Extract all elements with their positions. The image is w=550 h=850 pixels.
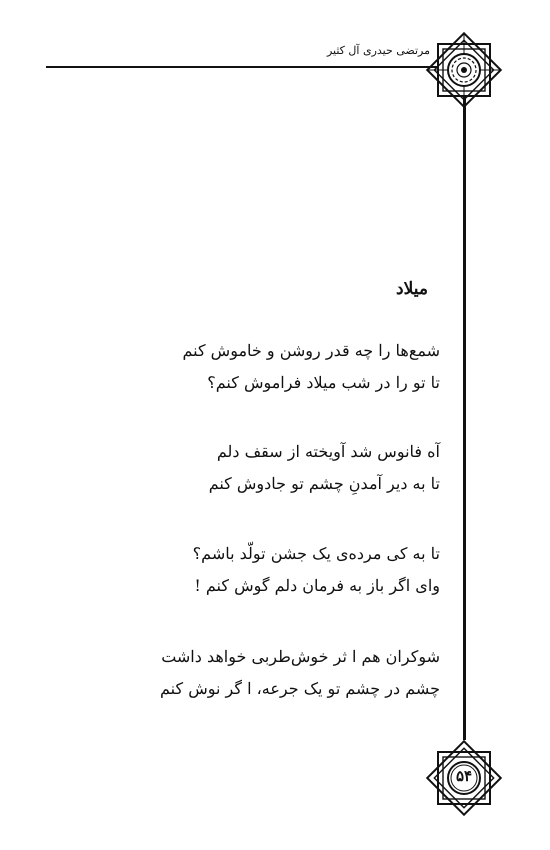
verse-line: تا تو را در شب میلاد فراموش کنم؟ xyxy=(207,373,440,392)
poem-title: میلاد xyxy=(396,279,428,299)
stanza xyxy=(120,441,440,505)
verse-line: آه فانوس شد آویخته از سقف دلم xyxy=(216,442,440,461)
verse-line: تا به دیر آمدنِ چشم تو جادوش کنم xyxy=(208,474,440,493)
running-header-author: مرتضی حیدری آل کثیر xyxy=(326,44,430,57)
page-number: ۵۴ xyxy=(455,767,473,785)
star-ornament-icon xyxy=(424,30,504,110)
verse-line: تا به کی مرده‌ی یک جشن تولّد باشم؟ xyxy=(192,544,440,563)
verse-line: وای اگر باز به فرمان دلم گوش کنم ! xyxy=(194,576,440,595)
stanza xyxy=(120,340,440,404)
verse-line: چشم در چشم تو یک جرعه، ا گر نوش کنم xyxy=(160,679,440,698)
verse-line: شمع‌ها را چه قدر روشن و خاموش کنم xyxy=(182,341,440,360)
stanza xyxy=(120,646,440,710)
verse-line: شوکران هم ا ثر خوش‌طربی خواهد داشت xyxy=(161,647,440,666)
header-rule xyxy=(46,66,446,68)
side-rule xyxy=(463,95,466,740)
stanza xyxy=(120,543,440,607)
